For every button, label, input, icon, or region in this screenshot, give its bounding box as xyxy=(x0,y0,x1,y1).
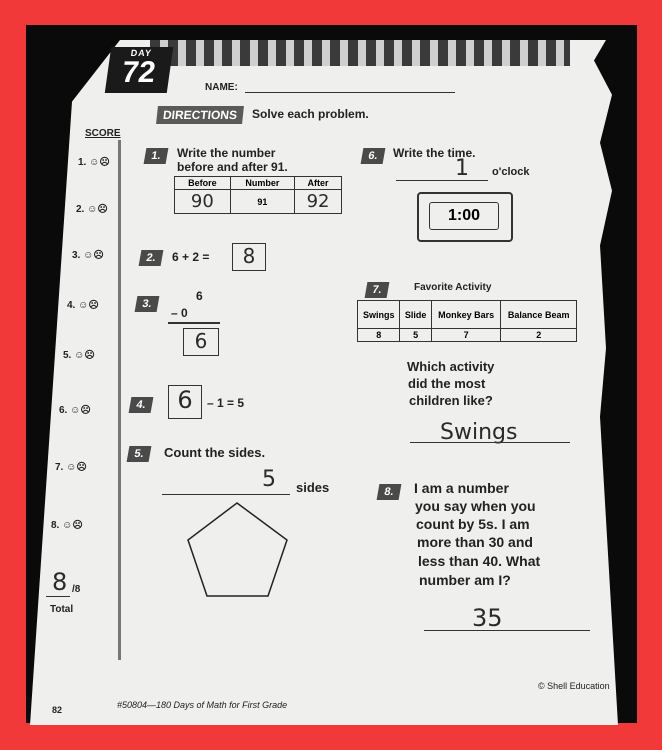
problem-4-badge: 4. xyxy=(129,397,154,413)
day-badge xyxy=(105,47,173,93)
table-header: Monkey Bars xyxy=(431,301,501,329)
problem-7-q3: children like? xyxy=(409,393,493,408)
problem-6-text: Write the time. xyxy=(393,146,476,160)
problem-2-badge: 2. xyxy=(139,250,164,266)
total-label: Total xyxy=(50,604,74,615)
problem-5-badge: 5. xyxy=(127,446,152,462)
score-row: 1. ☺☹ xyxy=(78,157,110,168)
problem-4-answer: 6 xyxy=(168,385,202,419)
problem-5-line xyxy=(162,494,290,495)
table-header: Before xyxy=(175,177,231,190)
score-row: 4. ☺☹ xyxy=(67,300,99,311)
copyright: © Shell Education xyxy=(538,681,610,691)
problem-7-badge: 7. xyxy=(365,282,390,298)
problem-1-line1: Write the number xyxy=(177,146,276,160)
problem-3-answer: 6 xyxy=(183,328,219,356)
problem-6-badge: 6. xyxy=(361,148,386,164)
problem-3-top: 6 xyxy=(196,289,203,303)
problem-7-q1: Which activity xyxy=(407,359,495,374)
problem-5-answer: 5 xyxy=(262,467,276,492)
score-row: 7. ☺☹ xyxy=(55,462,87,473)
problem-8-line: I am a number xyxy=(414,480,509,496)
pentagon-shape xyxy=(185,500,290,600)
total-denominator: /8 xyxy=(72,584,81,595)
problem-3-rule xyxy=(168,322,220,324)
problem-1-badge: 1. xyxy=(144,148,169,164)
total-score-value: 8 xyxy=(52,568,68,596)
table-header: Slide xyxy=(400,301,431,329)
answer-after: 92 xyxy=(295,190,342,214)
table-header: Balance Beam xyxy=(501,301,577,329)
problem-7-q2: did the most xyxy=(408,376,486,391)
problem-6-answer: 1 xyxy=(455,156,469,181)
favorite-activity-table xyxy=(357,300,577,342)
problem-2-answer: 8 xyxy=(232,243,266,271)
digital-clock xyxy=(417,192,513,242)
score-title: SCORE xyxy=(85,128,121,139)
problem-8-badge: 8. xyxy=(377,484,402,500)
directions-text: Solve each problem. xyxy=(252,107,369,121)
day-label: DAY xyxy=(130,48,153,58)
problem-2-expression: 6 + 2 = xyxy=(172,250,210,264)
problem-6-unit: o'clock xyxy=(492,166,530,178)
problem-8-line: number am I? xyxy=(419,572,511,588)
problem-8-answer: 35 xyxy=(472,604,503,632)
problem-8-line: less than 40. What xyxy=(418,553,541,569)
book-code: #50804—180 Days of Math for First Grade xyxy=(117,700,288,710)
problem-3-badge: 3. xyxy=(135,296,160,312)
score-row: 5. ☺☹ xyxy=(63,350,95,361)
clock-time: 1:00 xyxy=(429,202,499,230)
table-cell: 7 xyxy=(431,329,501,342)
table-cell: 2 xyxy=(501,329,577,342)
problem-7-line xyxy=(410,442,570,443)
problem-8-line: you say when you xyxy=(415,498,536,514)
problem-7-answer: Swings xyxy=(440,420,518,445)
name-line xyxy=(245,92,455,93)
problem-6-line xyxy=(396,180,488,181)
problem-8-line: count by 5s. I am xyxy=(416,516,530,532)
score-row: 2. ☺☹ xyxy=(76,204,108,215)
table-header: Swings xyxy=(358,301,400,329)
score-row: 3. ☺☹ xyxy=(72,250,104,261)
total-line xyxy=(46,596,70,597)
problem-5-unit: sides xyxy=(296,480,330,495)
problem-8-line: more than 30 and xyxy=(417,534,533,550)
page-number: 82 xyxy=(52,705,63,715)
day-number: 72 xyxy=(119,56,158,89)
score-row: 8. ☺☹ xyxy=(51,520,83,531)
table-header: Number xyxy=(230,177,294,190)
answer-before: 90 xyxy=(175,190,231,214)
problem-1-line2: before and after 91. xyxy=(177,160,288,174)
problem-7-title: Favorite Activity xyxy=(414,282,492,293)
directions-badge: DIRECTIONS xyxy=(156,106,244,124)
table-cell: 5 xyxy=(400,329,431,342)
problem-4-rest: – 1 = 5 xyxy=(207,396,245,410)
problem-5-text: Count the sides. xyxy=(164,445,266,460)
table-cell: 8 xyxy=(358,329,400,342)
problem-1-table xyxy=(174,176,342,214)
header-stripes xyxy=(150,40,570,66)
table-header: After xyxy=(295,177,342,190)
score-divider xyxy=(118,140,121,660)
score-row: 6. ☺☹ xyxy=(59,405,91,416)
problem-3-bottom: – 0 xyxy=(171,306,188,320)
given-number: 91 xyxy=(230,190,294,214)
name-label: NAME: xyxy=(205,82,238,93)
problem-8-line-rule xyxy=(424,630,590,631)
